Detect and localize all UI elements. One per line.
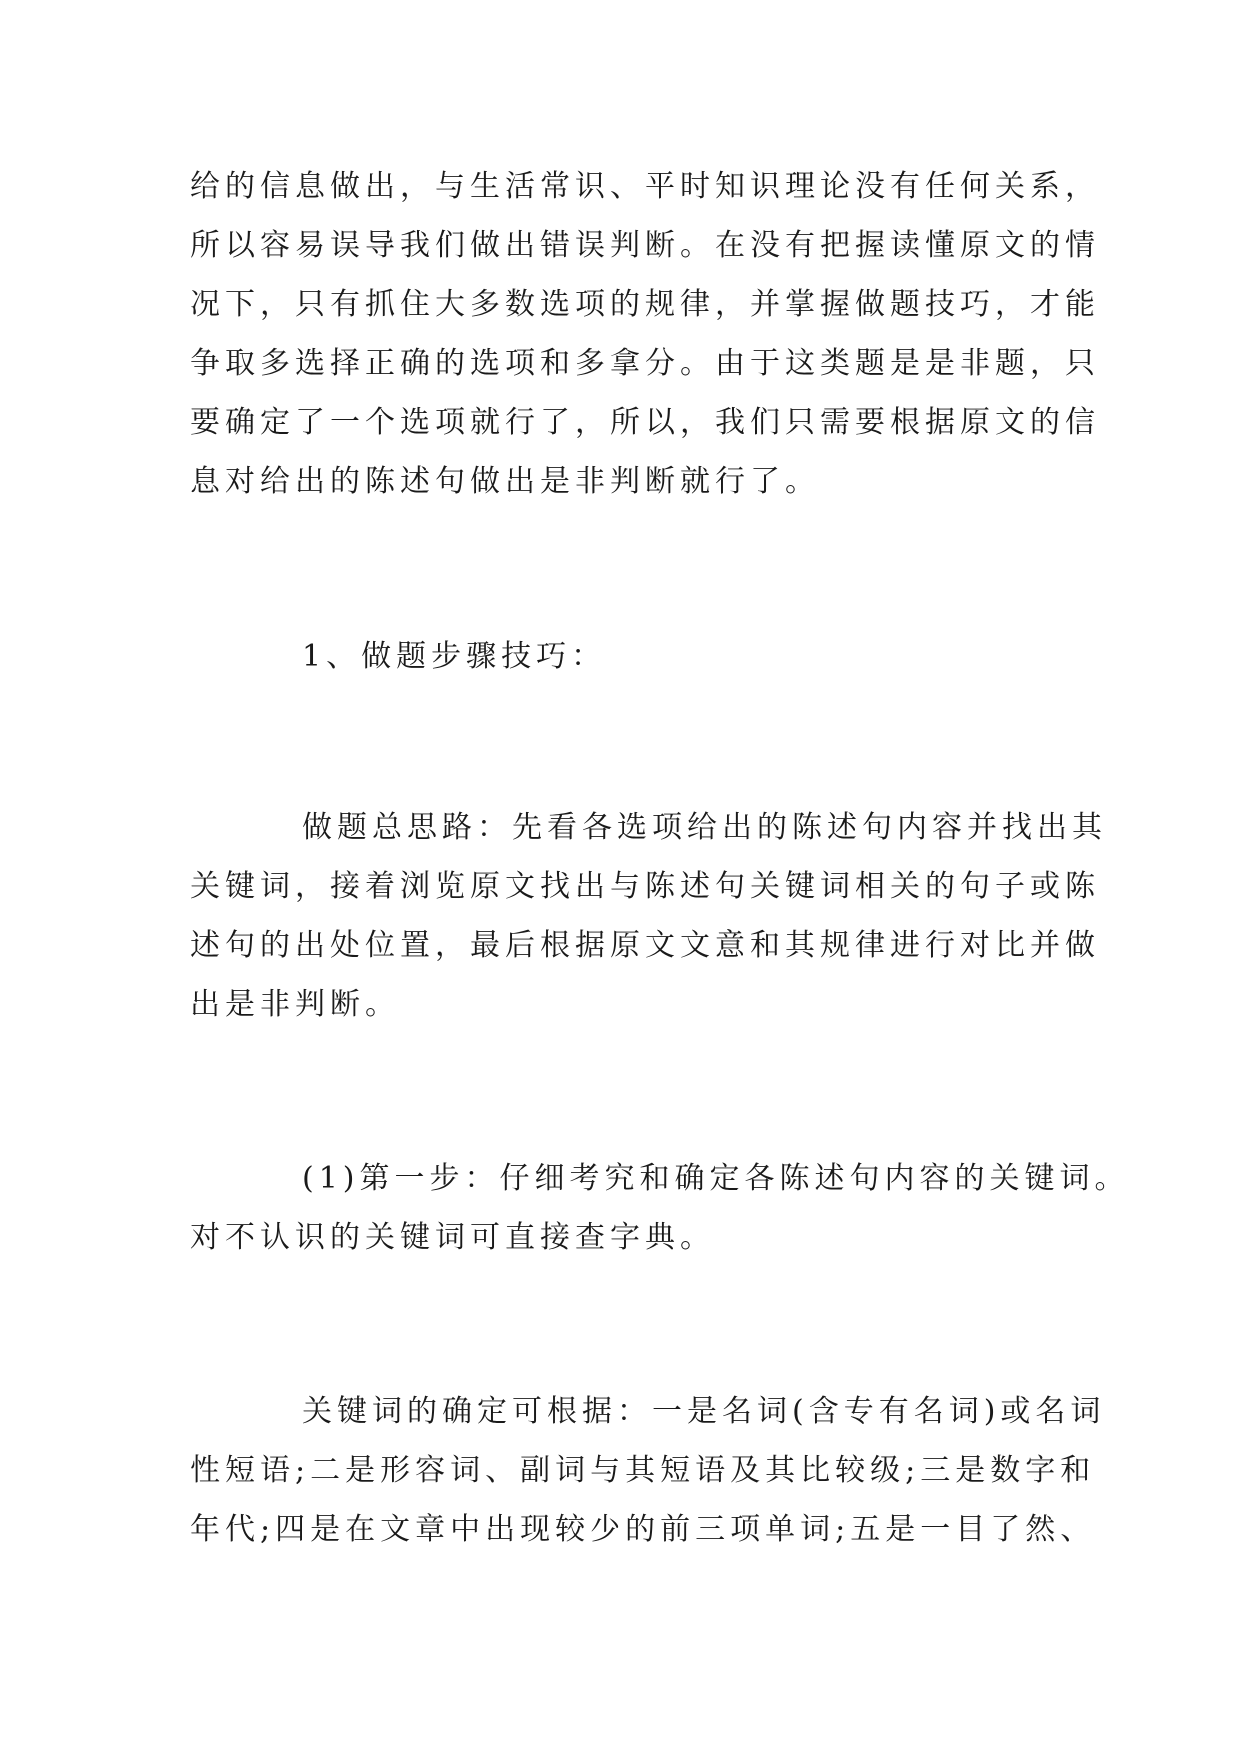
text-line: 性短语;二是形容词、副词与其短语及其比较级;三是数字和 (190, 1453, 1096, 1488)
text-line: 年代;四是在文章中出现较少的前三项单词;五是一目了然、 (190, 1512, 1096, 1547)
section-heading (190, 627, 1080, 686)
text-line: 对不认识的关键词可直接查字典。 (190, 1220, 715, 1255)
paragraph-continuation (190, 157, 1100, 511)
paragraph-keyword-criteria (190, 1382, 1106, 1559)
text-line: 做题总思路：先看各选项给出的陈述句内容并找出其 (302, 810, 1107, 845)
text-line: 出是非判断。 (190, 987, 400, 1022)
text-line: 述句的出处位置，最后根据原文文意和其规律进行对比并做 (190, 928, 1100, 963)
heading-line: 1、做题步骤技巧： (302, 639, 607, 674)
text-line: 给的信息做出，与生活常识、平时知识理论没有任何关系， (190, 169, 1100, 204)
text-line: 况下，只有抓住大多数选项的规律，并掌握做题技巧，才能 (190, 287, 1100, 322)
paragraph-general-approach (190, 798, 1107, 1034)
text-line: 所以容易误导我们做出错误判断。在没有把握读懂原文的情 (190, 228, 1100, 263)
text-line: 关键词的确定可根据：一是名词(含专有名词)或名词 (302, 1394, 1106, 1429)
text-line: 要确定了一个选项就行了，所以，我们只需要根据原文的信 (190, 405, 1100, 440)
paragraph-step-one (190, 1149, 1130, 1267)
text-line: (1)第一步：仔细考究和确定各陈述句内容的关键词。 (302, 1161, 1130, 1196)
text-line: 息对给出的陈述句做出是非判断就行了。 (190, 464, 820, 499)
text-line: 关键词，接着浏览原文找出与陈述句关键词相关的句子或陈 (190, 869, 1100, 904)
text-line: 争取多选择正确的选项和多拿分。由于这类题是是非题，只 (190, 346, 1100, 381)
